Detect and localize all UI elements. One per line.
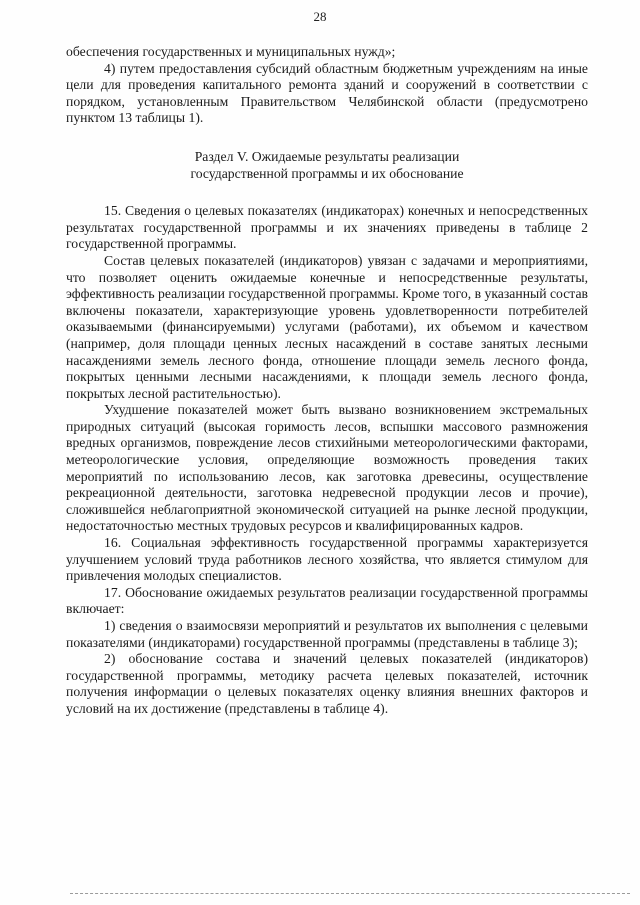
document-body [66,44,588,718]
page-number: 28 [313,9,327,24]
paragraph-17-item-2: 2) обоснование состава и значений целевых показателей (индикаторов) государственной программы, методику расчета целевых показателей, источник получения информации о целевых показателях оценку влияния внешних факторов и условий на их достижение (представлены в таблице 4). [66,651,588,716]
paragraph-17-item-1: 1) сведения о взаимосвязи мероприятий и результатов их выполнения с целевыми показателями (индикаторами) государственной программы (представлены в таблице 3); [66,618,588,650]
section-heading [66,149,588,182]
paragraph-indicators-composition: Состав целевых показателей (индикаторов) увязан с задачами и мероприятиями, что позволяет оценить ожидаемые конечные и непосредственные результаты, эффективность реализации государственной программы. Кроме того, в указанный состав включены показатели, характеризующие уровень удовлетворенности потребителей оказываемыми (финансируемыми) услугами (работами), их объемом и качеством (например, доля площади ценных лесных насаждений в составе занятых лесными насаждениями земель лесного фонда, отношение площади земель лесного фонда, покрытых ценными лесными насаждениями, к площади земель лесного фонда, покрытых лесной растительностью). [66,252,588,401]
scan-edge-divider [70,893,630,894]
paragraph-17: 17. Обоснование ожидаемых результатов реализации государственной программы включает: [66,584,588,617]
paragraph-procurement-tail: обеспечения государственных и муниципальных нужд»; [66,44,396,59]
section-heading-line1: Раздел V. Ожидаемые результаты реализации [194,148,460,164]
section-heading-line2: государственной программы и их обоснование [190,165,464,181]
paragraph-deterioration: Ухудшение показателей может быть вызвано возникновением экстремальных природных ситуаций (высокая горимость лесов, вспышки массового размножения вредных организмов, повреждение лесов стихийными метеорологическими факторами, метеорологические условия, определяющие возможность проведения таких мероприятий по использованию лесов, как заготовка древесины, осуществление рекреационной деятельности, заготовка недревесной продукции лесов и прочие), сложившейся неблагоприятной экономической ситуацией на рынке лесной продукции, недостаточностью местных трудовых ресурсов и квалифицированных кадров. [66,402,588,534]
paragraph-subsidies: 4) путем предоставления субсидий областным бюджетным учреждениям на иные цели для проведения капитального ремонта зданий и сооружений в соответствии с порядком, установленным Правительством Челябинской области (предусмотрено пунктом 13 таблицы 1). [66,60,588,126]
paragraph-16: 16. Социальная эффективность государственной программы характеризуется улучшением условий труда работников лесного хозяйства, что является стимулом для привлечения молодых специалистов. [66,535,588,584]
paragraph-15: 15. Сведения о целевых показателях (индикаторах) конечных и непосредственных результатах государственной программы и их значениях приведены в таблице 2 государственной программы. [66,203,588,252]
